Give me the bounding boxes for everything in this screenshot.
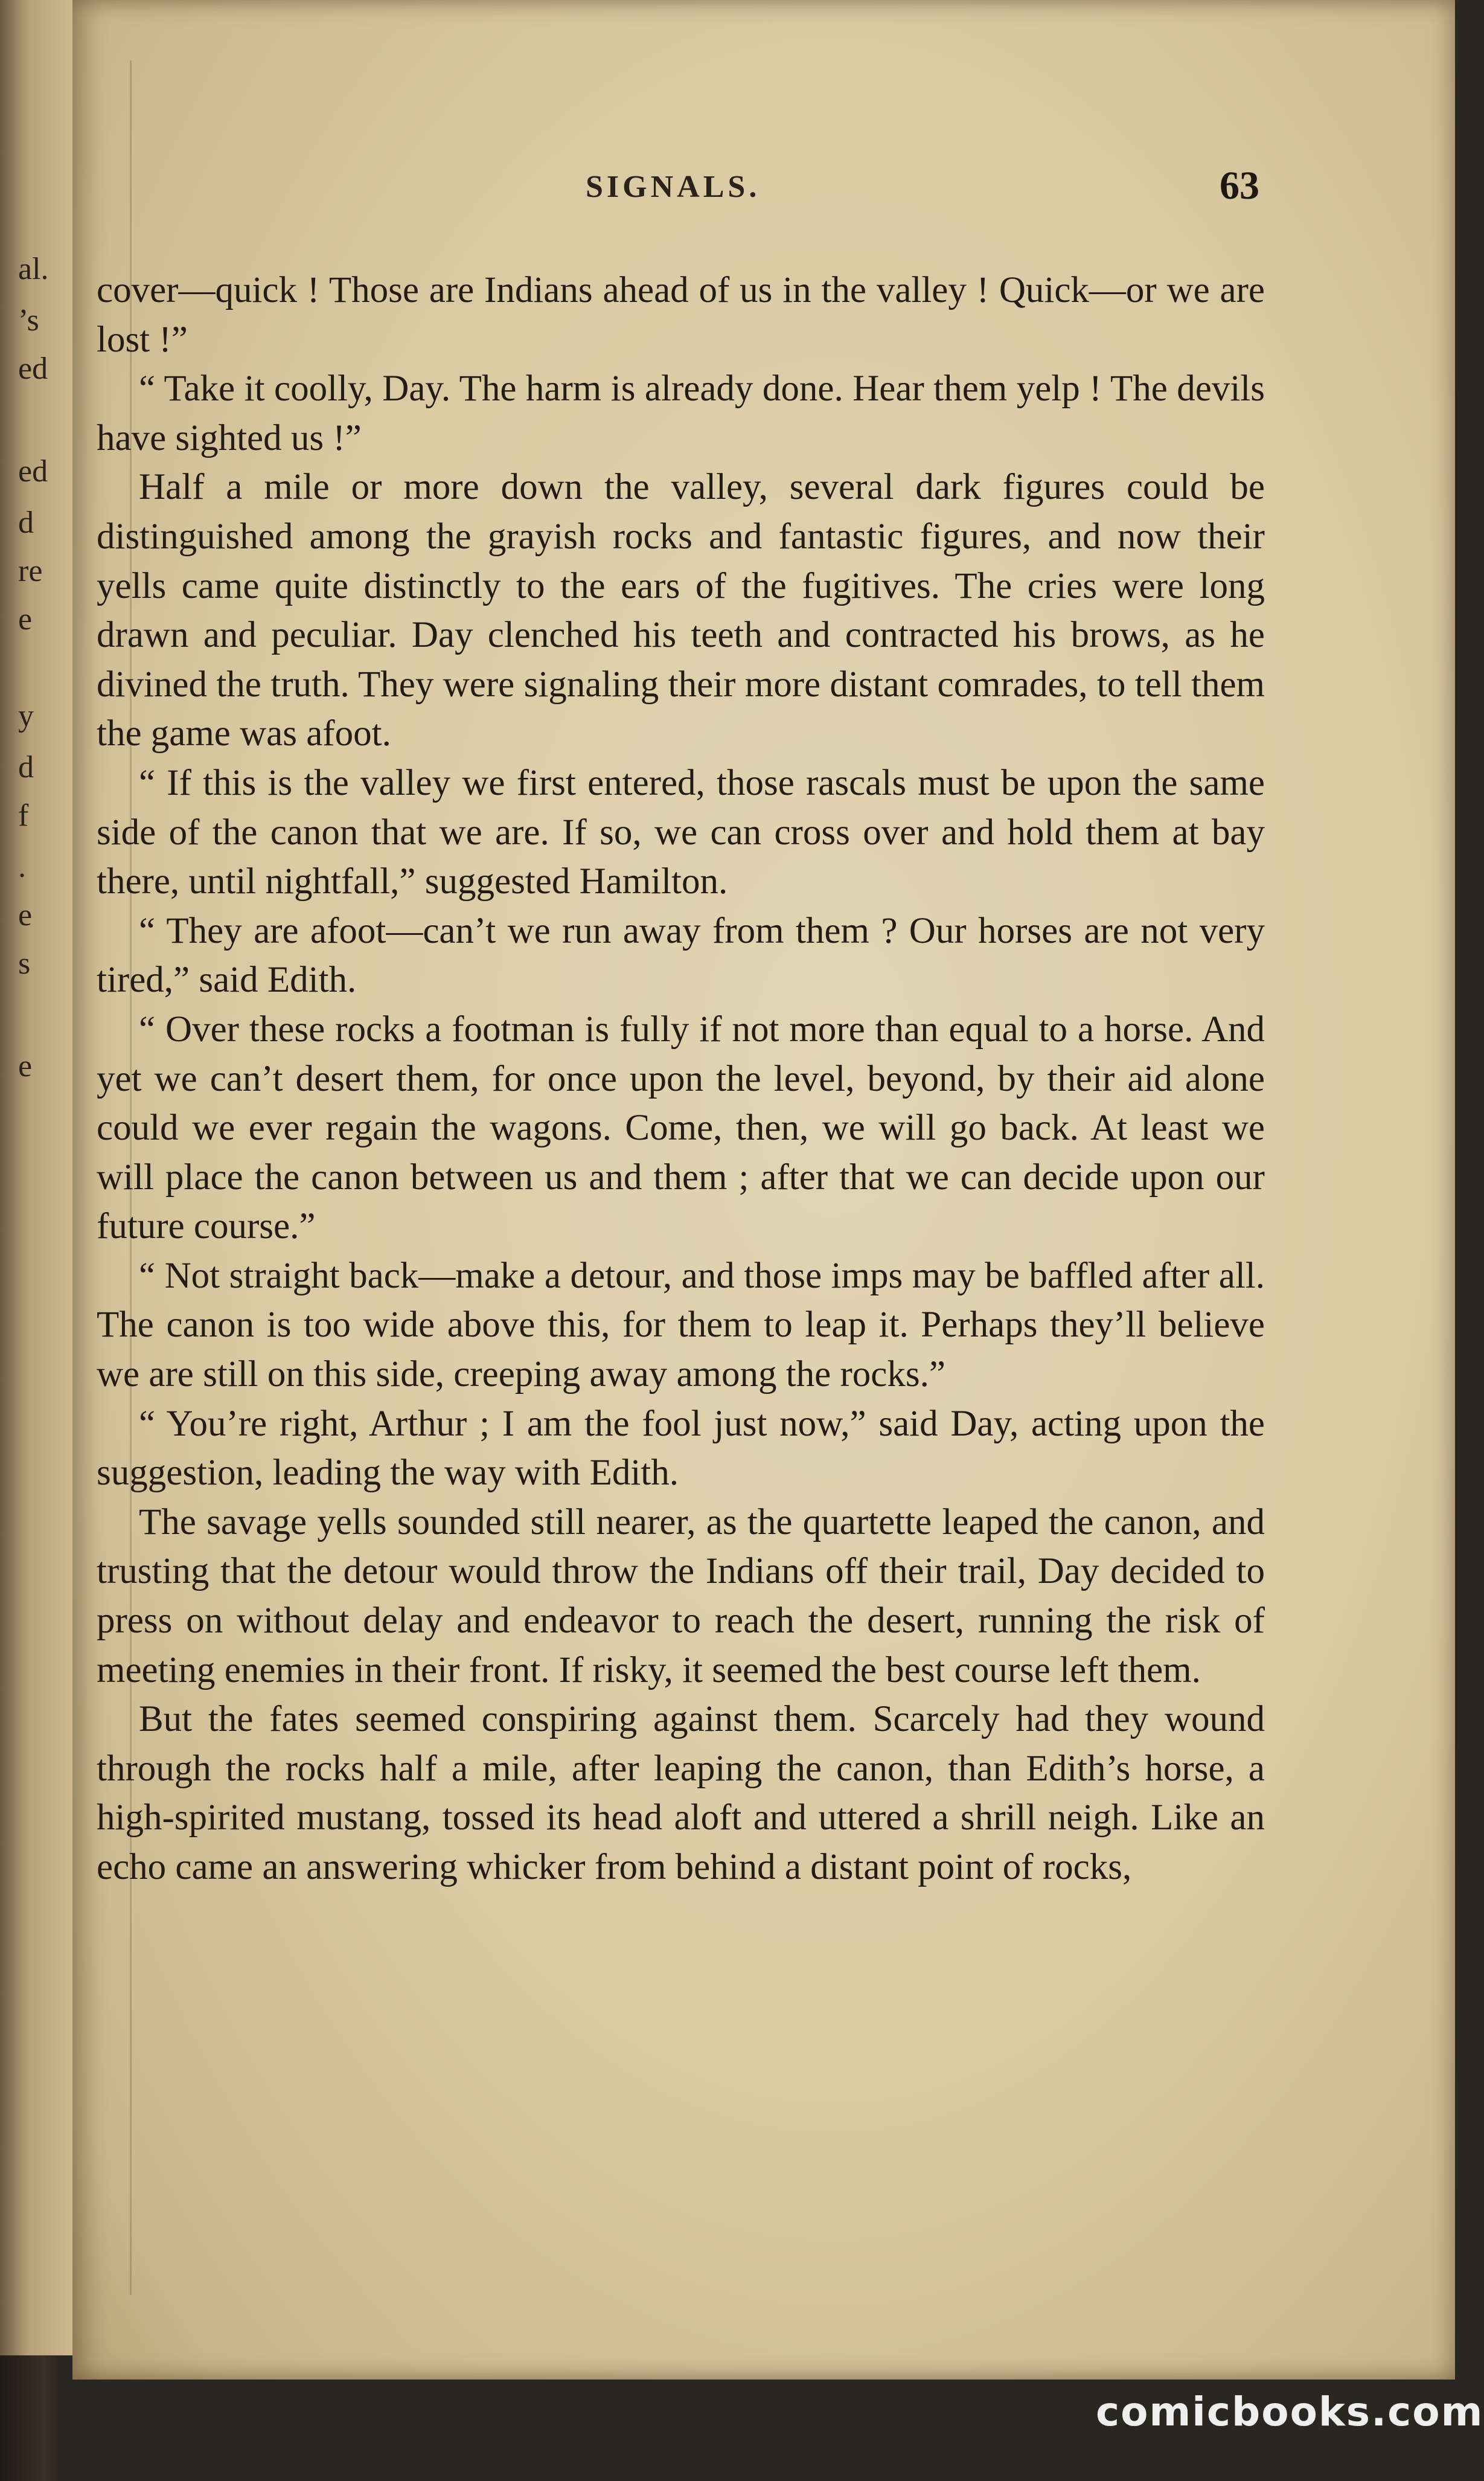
left-page-fragment: re <box>18 554 43 588</box>
left-page-fragment: e <box>18 1049 33 1083</box>
paragraph: “ Take it coolly, Day. The harm is already done. Hear them yelp ! The devils have sighted us !” <box>97 368 1265 458</box>
paragraph: cover—quick ! Those are Indians ahead of us in the valley ! Quick—or we are lost !” <box>97 270 1265 360</box>
left-page-fragment: s <box>18 946 31 981</box>
paragraph: “ Not straight back—make a detour, and those imps may be baffled after all. The canon is too wide above this, for them to leap it. Perhaps they’ll believe we are still on this side, creeping away among the rocks.” <box>97 1255 1265 1395</box>
paragraph: “ If this is the valley we first entered, those rascals must be upon the same side of the canon that we are. If so, we can cross over and hold them at bay there, until nightfall,” suggested Hamilton. <box>97 762 1265 902</box>
left-page-fragment: ed <box>18 351 48 386</box>
left-page-fragment: e <box>18 602 33 637</box>
left-page-fragment: d <box>18 506 34 540</box>
book-page <box>72 0 1455 2380</box>
paragraph: But the fates seemed conspiring against them. Scarcely had they wound through the rocks half a mile, after leaping the canon, than Edith’s horse, a high-spirited mustang, tossed its head aloft and uttered a shrill neigh. Like an echo came an answering whicker from behind a distant point of rocks, <box>97 1699 1265 1887</box>
paragraph: The savage yells sounded still nearer, as the quartette leaped the canon, and trusting that the detour would throw the Indians off their trail, Day decided to press on without delay and endeavor to reach the desert, running the risk of meeting enemies in their front. If risky, it seemed the best course left them. <box>97 1501 1265 1690</box>
left-page-fragment: al. <box>18 252 49 286</box>
running-head <box>72 164 1455 217</box>
left-page-fragment: y <box>18 699 34 733</box>
left-page-fragment: e <box>18 898 33 932</box>
left-page-fragment: d <box>18 750 34 785</box>
paragraph: “ You’re right, Arthur ; I am the fool just now,” said Day, acting upon the suggestion, leading the way with Edith. <box>97 1403 1265 1494</box>
paragraph: “ Over these rocks a footman is fully if not more than equal to a horse. And yet we can’t desert them, for once upon the level, beyond, by their aid alone could we ever regain the wagons. Come, then, we will go back. At least we will place the canon between us and them ; after that we can decide upon our future course.” <box>97 1009 1265 1247</box>
body-text <box>97 266 1265 1892</box>
running-title: SIGNALS. <box>586 170 761 204</box>
left-page-fragment: ed <box>18 454 48 489</box>
left-page-fragment: ’s <box>18 303 39 338</box>
left-page-fragment: f <box>18 798 29 833</box>
adjacent-page-edge <box>0 0 72 2355</box>
left-page-fragment: . <box>18 850 26 884</box>
paragraph: Half a mile or more down the valley, several dark figures could be distinguished among the grayish rocks and fantastic figures, and now their yells came quite distinctly to the ears of the fugitives. The cries were long drawn and peculiar. Day clenched his teeth and contracted his brows, as he divined the truth. They were signaling their more distant comrades, to tell them the game was afoot. <box>97 467 1265 754</box>
watermark: comicbooks.com <box>1096 2389 1484 2435</box>
paragraph: “ They are afoot—can’t we run away from them ? Our horses are not very tired,” said Edith. <box>97 910 1265 1001</box>
page-number: 63 <box>1220 164 1259 208</box>
